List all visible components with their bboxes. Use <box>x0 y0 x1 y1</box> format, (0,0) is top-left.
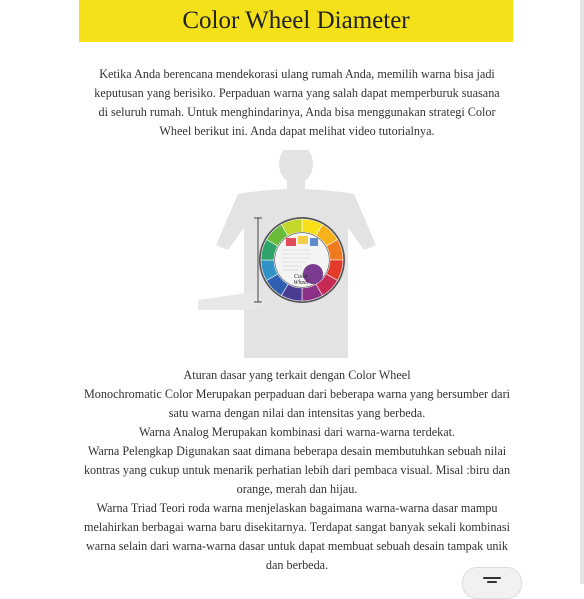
rules-line: Aturan dasar yang terkait dengan Color Wheel <box>183 368 411 382</box>
menu-button[interactable] <box>462 567 522 599</box>
rules-line: dan berbeda. <box>265 558 329 572</box>
rules-line: kontras yang cukup untuk menarik perhatian lebih dari pembaca visual. Misal :biru dan <box>83 463 511 477</box>
page-title: Color Wheel Diameter <box>182 7 410 34</box>
intro-line: Ketika Anda berencana mendekorasi ulang rumah Anda, memilih warna bisa jadi <box>99 67 495 81</box>
intro-line: di seluruh rumah. Untuk menghindarinya, Anda bisa menggunakan strategi Color <box>98 105 496 119</box>
menu-icon <box>483 577 501 587</box>
color-wheel <box>259 217 345 303</box>
rules-line: Monochromatic Color Merupakan perpaduan dari beberapa warna yang bersumber dari <box>83 387 511 401</box>
rules-line: Warna Pelengkap Digunakan saat dimana beberapa desain membutuhkan sebuah nilai <box>87 444 507 458</box>
rules-line: Warna Analog Merupakan kombinasi dari warna-warna terdekat. <box>138 425 456 439</box>
rules-paragraph <box>82 366 512 575</box>
color-wheel-figure <box>198 150 398 358</box>
rules-line: melahirkan berbagai warna baru disekitarnya. Terdapat sangat banyak sekali kombinasi <box>83 520 510 534</box>
color-wheel-illustration <box>198 150 398 358</box>
rules-line: orange, merah dan hijau. <box>236 482 358 496</box>
hand <box>198 292 266 310</box>
title-banner <box>79 0 513 42</box>
rules-line: satu warna dengan nilai dan intensitas yang berbeda. <box>168 406 426 420</box>
wheel-label-wheel: Wheel <box>293 280 309 286</box>
intro-line: Wheel berikut ini. Anda dapat melihat video tutorialnya. <box>159 124 435 138</box>
rules-line: Warna Triad Teori roda warna menjelaskan bagaimana warna-warna dasar mampu <box>96 501 498 515</box>
intro-line: keputusan yang berisiko. Perpaduan warna yang salah dapat memperburuk suasana <box>94 86 500 100</box>
rules-line: warna selain dari warna-warna dasar untuk dapat membuat sebuah desain tampak unik <box>85 539 508 553</box>
intro-paragraph <box>82 65 512 141</box>
wheel-label-color: Color <box>293 274 309 280</box>
scrollbar[interactable] <box>580 0 584 584</box>
